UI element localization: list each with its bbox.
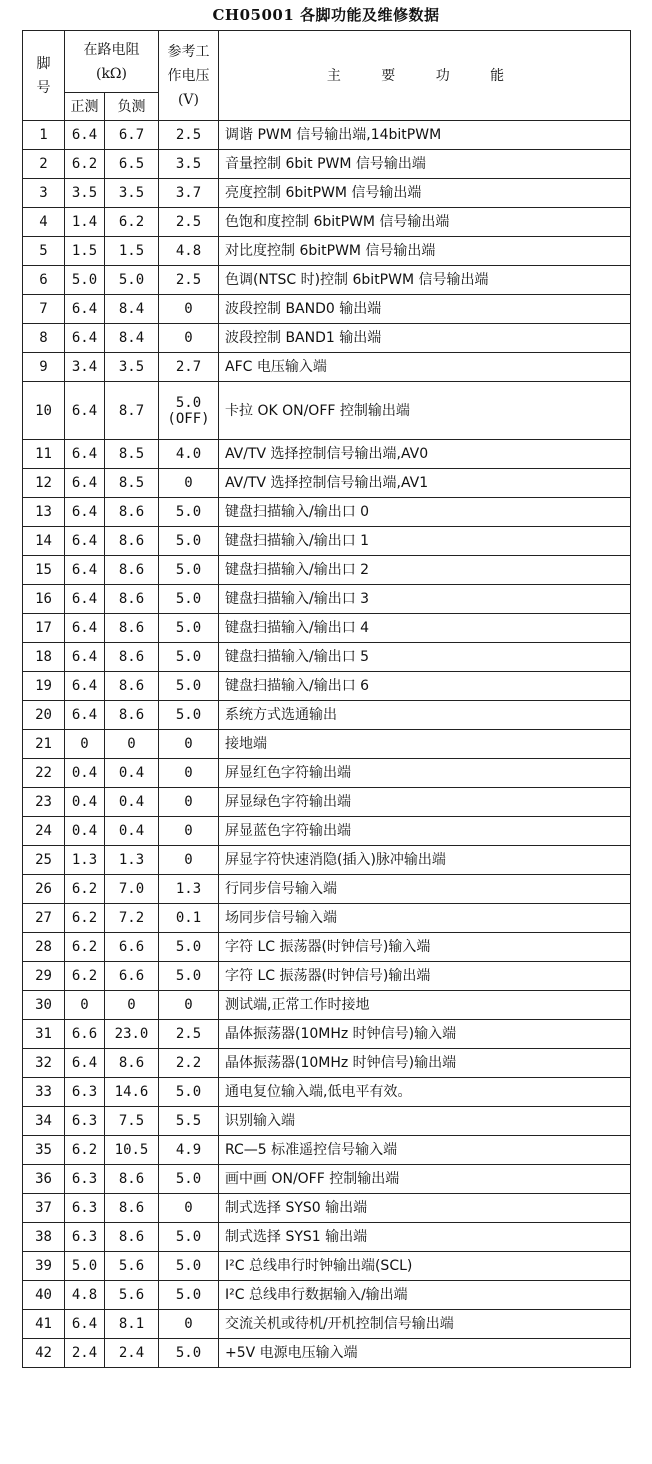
resistance-positive: 6.4 <box>65 440 105 469</box>
resistance-negative: 7.2 <box>105 904 159 933</box>
pin-number: 41 <box>23 1310 65 1339</box>
reference-voltage: 0 <box>159 817 219 846</box>
resistance-positive: 6.4 <box>65 527 105 556</box>
resistance-positive: 6.2 <box>65 1136 105 1165</box>
table-row <box>23 556 631 585</box>
resistance-positive: 0.4 <box>65 759 105 788</box>
reference-voltage: 5.0 <box>159 498 219 527</box>
pin-number: 39 <box>23 1252 65 1281</box>
reference-voltage: 3.7 <box>159 179 219 208</box>
resistance-positive: 6.4 <box>65 701 105 730</box>
resistance-positive: 6.3 <box>65 1194 105 1223</box>
pin-function: AFC 电压输入端 <box>219 353 631 382</box>
resistance-positive: 6.4 <box>65 556 105 585</box>
resistance-positive: 3.4 <box>65 353 105 382</box>
resistance-positive: 6.4 <box>65 1049 105 1078</box>
pin-number: 30 <box>23 991 65 1020</box>
resistance-positive: 5.0 <box>65 266 105 295</box>
pin-number: 31 <box>23 1020 65 1049</box>
header-function: 主 要 功 能 <box>219 31 631 121</box>
resistance-negative: 6.6 <box>105 962 159 991</box>
resistance-negative: 8.7 <box>105 382 159 440</box>
reference-voltage: 5.0 <box>159 1165 219 1194</box>
reference-voltage: 5.0 <box>159 1252 219 1281</box>
pin-number: 40 <box>23 1281 65 1310</box>
resistance-positive: 6.2 <box>65 875 105 904</box>
resistance-positive: 1.3 <box>65 846 105 875</box>
reference-voltage: 5.0 <box>159 643 219 672</box>
resistance-positive: 6.4 <box>65 498 105 527</box>
table-row <box>23 353 631 382</box>
resistance-negative: 6.6 <box>105 933 159 962</box>
pin-number: 13 <box>23 498 65 527</box>
reference-voltage: 0 <box>159 730 219 759</box>
resistance-positive: 4.8 <box>65 1281 105 1310</box>
resistance-positive: 6.3 <box>65 1223 105 1252</box>
pin-number: 5 <box>23 237 65 266</box>
resistance-negative: 7.0 <box>105 875 159 904</box>
table-row <box>23 1078 631 1107</box>
reference-voltage: 5.0 <box>159 933 219 962</box>
pin-function: RC—5 标准遥控信号输入端 <box>219 1136 631 1165</box>
resistance-negative: 8.6 <box>105 1223 159 1252</box>
table-row <box>23 585 631 614</box>
pin-function: 亮度控制 6bitPWM 信号输出端 <box>219 179 631 208</box>
table-row <box>23 991 631 1020</box>
table-row <box>23 1252 631 1281</box>
resistance-positive: 1.5 <box>65 237 105 266</box>
pin-function: 波段控制 BAND1 输出端 <box>219 324 631 353</box>
resistance-positive: 6.4 <box>65 672 105 701</box>
reference-voltage: 5.0 <box>159 1281 219 1310</box>
pin-number: 23 <box>23 788 65 817</box>
pin-function: 屏显绿色字符输出端 <box>219 788 631 817</box>
resistance-negative: 3.5 <box>105 353 159 382</box>
pin-number: 34 <box>23 1107 65 1136</box>
table-row <box>23 1281 631 1310</box>
pin-function: 音量控制 6bit PWM 信号输出端 <box>219 150 631 179</box>
resistance-negative: 1.5 <box>105 237 159 266</box>
table-row <box>23 150 631 179</box>
header-pin-line1: 脚 <box>36 55 51 72</box>
reference-voltage: 0 <box>159 295 219 324</box>
reference-voltage: 0 <box>159 324 219 353</box>
resistance-negative: 14.6 <box>105 1078 159 1107</box>
pin-function: I²C 总线串行时钟输出端(SCL) <box>219 1252 631 1281</box>
reference-voltage: 2.5 <box>159 266 219 295</box>
pin-number: 35 <box>23 1136 65 1165</box>
pin-number: 22 <box>23 759 65 788</box>
resistance-negative: 0.4 <box>105 759 159 788</box>
pin-number: 33 <box>23 1078 65 1107</box>
pin-function: 对比度控制 6bitPWM 信号输出端 <box>219 237 631 266</box>
resistance-positive: 0.4 <box>65 817 105 846</box>
resistance-positive: 0.4 <box>65 788 105 817</box>
resistance-negative: 8.1 <box>105 1310 159 1339</box>
table-row <box>23 1165 631 1194</box>
resistance-positive: 6.4 <box>65 1310 105 1339</box>
pin-number: 8 <box>23 324 65 353</box>
reference-voltage: 5.0 <box>159 1339 219 1368</box>
table-row <box>23 1223 631 1252</box>
resistance-positive: 6.3 <box>65 1165 105 1194</box>
resistance-negative: 8.4 <box>105 295 159 324</box>
resistance-negative: 8.6 <box>105 527 159 556</box>
pin-number: 42 <box>23 1339 65 1368</box>
reference-voltage: 5.0 <box>159 614 219 643</box>
table-row <box>23 237 631 266</box>
resistance-negative: 2.4 <box>105 1339 159 1368</box>
resistance-positive: 6.2 <box>65 933 105 962</box>
resistance-positive: 6.4 <box>65 324 105 353</box>
resistance-negative: 8.6 <box>105 672 159 701</box>
table-row <box>23 266 631 295</box>
resistance-negative: 8.6 <box>105 701 159 730</box>
reference-voltage: 5.0 <box>159 701 219 730</box>
header-pin-line2: 号 <box>36 79 51 96</box>
pin-number: 3 <box>23 179 65 208</box>
table-row <box>23 614 631 643</box>
pin-function: 波段控制 BAND0 输出端 <box>219 295 631 324</box>
resistance-positive: 6.6 <box>65 1020 105 1049</box>
pin-number: 28 <box>23 933 65 962</box>
pin-function: 制式选择 SYS1 输出端 <box>219 1223 631 1252</box>
resistance-negative: 8.6 <box>105 585 159 614</box>
header-resistance-label: 在路电阻 <box>83 41 140 58</box>
pin-number: 7 <box>23 295 65 324</box>
header-pin <box>23 31 65 121</box>
table-row <box>23 846 631 875</box>
resistance-positive: 6.4 <box>65 295 105 324</box>
pin-function: 晶体振荡器(10MHz 时钟信号)输入端 <box>219 1020 631 1049</box>
resistance-positive: 6.4 <box>65 643 105 672</box>
pin-number: 11 <box>23 440 65 469</box>
header-positive: 正测 <box>65 93 105 121</box>
resistance-negative: 23.0 <box>105 1020 159 1049</box>
resistance-negative: 10.5 <box>105 1136 159 1165</box>
header-resistance <box>65 31 159 93</box>
reference-voltage: 5.0 <box>159 672 219 701</box>
resistance-negative: 6.2 <box>105 208 159 237</box>
table-row <box>23 817 631 846</box>
resistance-negative: 6.7 <box>105 121 159 150</box>
header-resistance-unit: (kΩ) <box>95 65 127 82</box>
table-row <box>23 1049 631 1078</box>
pin-number: 32 <box>23 1049 65 1078</box>
pin-number: 14 <box>23 527 65 556</box>
reference-voltage: 5.0 <box>159 1223 219 1252</box>
reference-voltage-value: 5.0 <box>175 394 202 411</box>
pin-function: 键盘扫描输入/输出口 3 <box>219 585 631 614</box>
pin-function: 字符 LC 振荡器(时钟信号)输入端 <box>219 933 631 962</box>
reference-voltage: 1.3 <box>159 875 219 904</box>
header-voltage <box>159 31 219 121</box>
pin-number: 27 <box>23 904 65 933</box>
pin-number: 9 <box>23 353 65 382</box>
pin-function: 键盘扫描输入/输出口 2 <box>219 556 631 585</box>
reference-voltage: 5.0 <box>159 1078 219 1107</box>
reference-voltage: 4.9 <box>159 1136 219 1165</box>
table-row <box>23 179 631 208</box>
table-row <box>23 440 631 469</box>
reference-voltage: 0 <box>159 788 219 817</box>
reference-voltage: 0 <box>159 469 219 498</box>
pin-function: 色调(NTSC 时)控制 6bitPWM 信号输出端 <box>219 266 631 295</box>
resistance-negative: 0 <box>105 991 159 1020</box>
pin-function: 键盘扫描输入/输出口 1 <box>219 527 631 556</box>
pin-function: 键盘扫描输入/输出口 6 <box>219 672 631 701</box>
reference-voltage: 2.7 <box>159 353 219 382</box>
table-row <box>23 1107 631 1136</box>
resistance-negative: 1.3 <box>105 846 159 875</box>
reference-voltage: 2.2 <box>159 1049 219 1078</box>
table-row <box>23 208 631 237</box>
table-row <box>23 1136 631 1165</box>
table-row <box>23 324 631 353</box>
resistance-negative: 0.4 <box>105 817 159 846</box>
pin-function: AV/TV 选择控制信号输出端,AV1 <box>219 469 631 498</box>
pin-function: 屏显红色字符输出端 <box>219 759 631 788</box>
resistance-positive: 6.3 <box>65 1078 105 1107</box>
table-row <box>23 759 631 788</box>
resistance-negative: 8.5 <box>105 469 159 498</box>
table-row <box>23 904 631 933</box>
resistance-negative: 8.6 <box>105 1165 159 1194</box>
pin-function: 字符 LC 振荡器(时钟信号)输出端 <box>219 962 631 991</box>
resistance-positive: 6.4 <box>65 469 105 498</box>
pin-number: 19 <box>23 672 65 701</box>
resistance-negative: 5.6 <box>105 1252 159 1281</box>
header-voltage-line1: 参考工 <box>167 43 210 60</box>
header-voltage-line2: 作电压 <box>167 67 210 84</box>
table-row <box>23 672 631 701</box>
pin-function: 调谐 PWM 信号输出端,14bitPWM <box>219 121 631 150</box>
reference-voltage <box>159 382 219 440</box>
reference-voltage: 5.5 <box>159 1107 219 1136</box>
table-row <box>23 1310 631 1339</box>
resistance-positive: 5.0 <box>65 1252 105 1281</box>
resistance-negative: 3.5 <box>105 179 159 208</box>
resistance-positive: 6.2 <box>65 904 105 933</box>
header-negative: 负测 <box>105 93 159 121</box>
table-row <box>23 1194 631 1223</box>
pin-function: 屏显蓝色字符输出端 <box>219 817 631 846</box>
pin-function: 键盘扫描输入/输出口 4 <box>219 614 631 643</box>
pin-number: 17 <box>23 614 65 643</box>
resistance-positive: 1.4 <box>65 208 105 237</box>
pin-function: 系统方式选通输出 <box>219 701 631 730</box>
pin-number: 6 <box>23 266 65 295</box>
pin-number: 36 <box>23 1165 65 1194</box>
pin-number: 2 <box>23 150 65 179</box>
reference-voltage: 5.0 <box>159 585 219 614</box>
pin-number: 26 <box>23 875 65 904</box>
reference-voltage: 0 <box>159 1310 219 1339</box>
pin-function: 画中画 ON/OFF 控制输出端 <box>219 1165 631 1194</box>
resistance-positive: 0 <box>65 991 105 1020</box>
pin-function: 交流关机或待机/开机控制信号输出端 <box>219 1310 631 1339</box>
resistance-positive: 6.4 <box>65 585 105 614</box>
pin-function: 晶体振荡器(10MHz 时钟信号)输出端 <box>219 1049 631 1078</box>
reference-voltage: 0.1 <box>159 904 219 933</box>
pin-function: +5V 电源电压输入端 <box>219 1339 631 1368</box>
pin-number: 12 <box>23 469 65 498</box>
page-title: CH05001 各脚功能及维修数据 <box>212 6 440 24</box>
resistance-negative: 8.4 <box>105 324 159 353</box>
resistance-negative: 8.6 <box>105 1194 159 1223</box>
pin-function: 卡拉 OK ON/OFF 控制输出端 <box>219 382 631 440</box>
resistance-positive: 2.4 <box>65 1339 105 1368</box>
pin-function: 制式选择 SYS0 输出端 <box>219 1194 631 1223</box>
pin-function: 测试端,正常工作时接地 <box>219 991 631 1020</box>
reference-voltage: 0 <box>159 991 219 1020</box>
pin-number: 15 <box>23 556 65 585</box>
resistance-positive: 3.5 <box>65 179 105 208</box>
resistance-negative: 8.6 <box>105 614 159 643</box>
reference-voltage: 0 <box>159 759 219 788</box>
pin-function: 屏显字符快速消隐(插入)脉冲输出端 <box>219 846 631 875</box>
resistance-negative: 0.4 <box>105 788 159 817</box>
resistance-positive: 6.4 <box>65 121 105 150</box>
reference-voltage: 5.0 <box>159 527 219 556</box>
resistance-negative: 5.0 <box>105 266 159 295</box>
pin-function: 键盘扫描输入/输出口 0 <box>219 498 631 527</box>
reference-voltage: 5.0 <box>159 962 219 991</box>
reference-voltage-note: (OFF) <box>167 410 210 427</box>
pin-function: 接地端 <box>219 730 631 759</box>
resistance-negative: 8.6 <box>105 498 159 527</box>
resistance-negative: 0 <box>105 730 159 759</box>
resistance-positive: 6.2 <box>65 150 105 179</box>
reference-voltage: 0 <box>159 846 219 875</box>
table-row <box>23 701 631 730</box>
table-row <box>23 643 631 672</box>
table-row <box>23 469 631 498</box>
pin-function-table <box>22 30 631 1368</box>
pin-number: 16 <box>23 585 65 614</box>
table-row <box>23 875 631 904</box>
pin-function: 色饱和度控制 6bitPWM 信号输出端 <box>219 208 631 237</box>
pin-number: 25 <box>23 846 65 875</box>
resistance-negative: 5.6 <box>105 1281 159 1310</box>
resistance-negative: 8.6 <box>105 556 159 585</box>
pin-number: 20 <box>23 701 65 730</box>
resistance-positive: 6.2 <box>65 962 105 991</box>
table-row <box>23 498 631 527</box>
pin-function: 场同步信号输入端 <box>219 904 631 933</box>
resistance-negative: 8.6 <box>105 1049 159 1078</box>
resistance-negative: 7.5 <box>105 1107 159 1136</box>
resistance-negative: 8.6 <box>105 643 159 672</box>
pin-number: 21 <box>23 730 65 759</box>
pin-number: 38 <box>23 1223 65 1252</box>
table-row <box>23 1020 631 1049</box>
pin-rows <box>23 121 631 1368</box>
pin-function: AV/TV 选择控制信号输出端,AV0 <box>219 440 631 469</box>
table-row <box>23 1339 631 1368</box>
resistance-positive: 6.3 <box>65 1107 105 1136</box>
pin-number: 37 <box>23 1194 65 1223</box>
resistance-positive: 6.4 <box>65 382 105 440</box>
reference-voltage: 2.5 <box>159 208 219 237</box>
pin-number: 18 <box>23 643 65 672</box>
table-row <box>23 788 631 817</box>
table-row <box>23 121 631 150</box>
table-row <box>23 295 631 324</box>
pin-number: 1 <box>23 121 65 150</box>
reference-voltage: 3.5 <box>159 150 219 179</box>
resistance-positive: 6.4 <box>65 614 105 643</box>
reference-voltage: 2.5 <box>159 121 219 150</box>
table-row <box>23 730 631 759</box>
reference-voltage: 4.8 <box>159 237 219 266</box>
table-row <box>23 382 631 440</box>
resistance-negative: 6.5 <box>105 150 159 179</box>
pin-number: 24 <box>23 817 65 846</box>
pin-number: 29 <box>23 962 65 991</box>
pin-function: I²C 总线串行数据输入/输出端 <box>219 1281 631 1310</box>
pin-function: 识别输入端 <box>219 1107 631 1136</box>
reference-voltage: 0 <box>159 1194 219 1223</box>
pin-number: 10 <box>23 382 65 440</box>
pin-number: 4 <box>23 208 65 237</box>
table-row <box>23 962 631 991</box>
table-row <box>23 933 631 962</box>
resistance-negative: 8.5 <box>105 440 159 469</box>
header-voltage-unit: (V) <box>177 91 200 108</box>
reference-voltage: 4.0 <box>159 440 219 469</box>
pin-function: 通电复位输入端,低电平有效。 <box>219 1078 631 1107</box>
table-row <box>23 527 631 556</box>
pin-function: 行同步信号输入端 <box>219 875 631 904</box>
reference-voltage: 5.0 <box>159 556 219 585</box>
resistance-positive: 0 <box>65 730 105 759</box>
pin-function: 键盘扫描输入/输出口 5 <box>219 643 631 672</box>
reference-voltage: 2.5 <box>159 1020 219 1049</box>
